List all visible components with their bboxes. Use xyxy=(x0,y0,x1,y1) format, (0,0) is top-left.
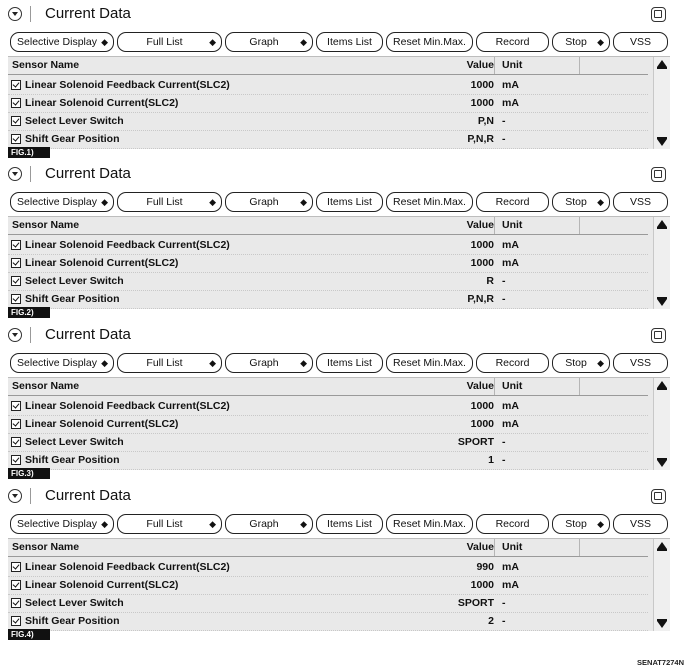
scroll-up-icon[interactable] xyxy=(657,381,667,388)
items-list-button[interactable] xyxy=(316,192,383,212)
collapse-toggle-icon[interactable] xyxy=(8,167,22,181)
scroll-down-icon[interactable] xyxy=(657,621,667,628)
table-row[interactable] xyxy=(8,451,648,470)
value-cell: P,N,R xyxy=(467,293,494,305)
table-row[interactable] xyxy=(8,112,648,131)
checkbox-checked-icon[interactable] xyxy=(11,276,21,286)
dropdown-caret-icon: ◆ xyxy=(597,197,604,207)
unit-cell: - xyxy=(502,436,506,448)
table-row[interactable] xyxy=(8,76,648,95)
sensor-name-cell: Linear Solenoid Feedback Current(SLC2) xyxy=(25,79,230,91)
record-button[interactable] xyxy=(476,32,549,52)
unit-cell: mA xyxy=(502,418,519,430)
panel-titlebar xyxy=(8,486,670,508)
table-row[interactable] xyxy=(8,576,648,595)
stop-dropdown[interactable] xyxy=(552,32,610,52)
value-cell: 1000 xyxy=(470,97,494,109)
value-cell: 1000 xyxy=(470,400,494,412)
figure-label: FIG.4) xyxy=(8,629,50,640)
table-header xyxy=(8,217,648,235)
sensor-name-cell: Linear Solenoid Feedback Current(SLC2) xyxy=(25,561,230,573)
value-cell: SPORT xyxy=(457,597,494,609)
reset-minmax-label: Reset Min.Max. xyxy=(393,518,466,530)
dropdown-caret-icon: ◆ xyxy=(597,358,604,368)
checkbox-checked-icon[interactable] xyxy=(11,562,21,572)
checkbox-checked-icon[interactable] xyxy=(11,598,21,608)
table-row[interactable] xyxy=(8,415,648,434)
sensor-name-header: Sensor Name xyxy=(12,541,80,553)
scroll-up-icon[interactable] xyxy=(657,542,667,549)
dropdown-caret-icon: ◆ xyxy=(300,37,307,47)
sensor-name-header: Sensor Name xyxy=(12,219,80,231)
sensor-name-cell: Linear Solenoid Current(SLC2) xyxy=(25,418,179,430)
dropdown-caret-icon: ◆ xyxy=(597,37,604,47)
figure-label: FIG.2) xyxy=(8,307,50,318)
items-list-label: Items List xyxy=(327,357,372,369)
checkbox-checked-icon[interactable] xyxy=(11,580,21,590)
stop-label: Stop xyxy=(565,36,587,48)
value-cell: 1000 xyxy=(470,579,494,591)
sensor-name-cell: Linear Solenoid Current(SLC2) xyxy=(25,579,179,591)
unit-cell: - xyxy=(502,133,506,145)
checkbox-checked-icon[interactable] xyxy=(11,419,21,429)
checkbox-checked-icon[interactable] xyxy=(11,437,21,447)
column-divider xyxy=(494,378,495,395)
table-row[interactable] xyxy=(8,94,648,113)
items-list-label: Items List xyxy=(327,36,372,48)
sensor-table xyxy=(8,56,670,157)
graph-label: Graph xyxy=(249,36,279,48)
unit-cell: - xyxy=(502,597,506,609)
table-row[interactable] xyxy=(8,612,648,631)
unit-cell: - xyxy=(502,615,506,627)
table-header xyxy=(8,539,648,557)
value-cell: 1000 xyxy=(470,79,494,91)
title-divider xyxy=(30,6,31,22)
unit-header: Unit xyxy=(502,219,523,231)
checkbox-checked-icon[interactable] xyxy=(11,116,21,126)
reset-minmax-button[interactable] xyxy=(386,353,473,373)
reset-minmax-button[interactable] xyxy=(386,514,473,534)
selective-display-label: Selective Display xyxy=(17,357,97,369)
vss-button[interactable] xyxy=(613,514,668,534)
figure-label: FIG.3) xyxy=(8,468,50,479)
full-list-dropdown[interactable] xyxy=(117,353,222,373)
vss-label: VSS xyxy=(629,36,651,48)
graph-dropdown[interactable] xyxy=(225,353,313,373)
checkbox-checked-icon[interactable] xyxy=(11,258,21,268)
items-list-button[interactable] xyxy=(316,353,383,373)
graph-label: Graph xyxy=(249,196,279,208)
checkbox-checked-icon[interactable] xyxy=(11,294,21,304)
scroll-up-icon[interactable] xyxy=(657,60,667,67)
collapse-toggle-icon[interactable] xyxy=(8,489,22,503)
record-button[interactable] xyxy=(476,353,549,373)
toolbar xyxy=(8,192,670,214)
graph-label: Graph xyxy=(249,518,279,530)
selective-display-label: Selective Display xyxy=(17,518,97,530)
table-row[interactable] xyxy=(8,272,648,291)
vss-button[interactable] xyxy=(613,32,668,52)
collapse-toggle-icon[interactable] xyxy=(8,7,22,21)
selective-display-dropdown[interactable] xyxy=(10,192,114,212)
unit-cell: mA xyxy=(502,257,519,269)
table-row[interactable] xyxy=(8,254,648,273)
panel-title: Current Data xyxy=(45,487,131,504)
window-icon[interactable] xyxy=(651,489,666,504)
full-list-label: Full List xyxy=(146,36,183,48)
vertical-scrollbar[interactable] xyxy=(653,217,670,309)
value-cell: P,N xyxy=(477,115,494,127)
panel-titlebar xyxy=(8,4,670,26)
unit-cell: mA xyxy=(502,579,519,591)
dropdown-caret-icon: ◆ xyxy=(209,37,216,47)
table-row[interactable] xyxy=(8,236,648,255)
dropdown-caret-icon: ◆ xyxy=(209,519,216,529)
graph-label: Graph xyxy=(249,357,279,369)
current-data-panel xyxy=(8,4,670,157)
toolbar xyxy=(8,514,670,536)
reset-minmax-label: Reset Min.Max. xyxy=(393,357,466,369)
graph-dropdown[interactable] xyxy=(225,32,313,52)
panel-titlebar xyxy=(8,164,670,186)
column-divider xyxy=(579,217,580,234)
checkbox-checked-icon[interactable] xyxy=(11,240,21,250)
dropdown-caret-icon: ◆ xyxy=(300,358,307,368)
value-cell: 1000 xyxy=(470,239,494,251)
selective-display-label: Selective Display xyxy=(17,196,97,208)
panel-titlebar xyxy=(8,325,670,347)
vss-button[interactable] xyxy=(613,192,668,212)
stop-dropdown[interactable] xyxy=(552,514,610,534)
graph-dropdown[interactable] xyxy=(225,514,313,534)
value-cell: 1000 xyxy=(470,257,494,269)
panel-title: Current Data xyxy=(45,5,131,22)
vertical-scrollbar[interactable] xyxy=(653,378,670,470)
dropdown-caret-icon: ◆ xyxy=(209,358,216,368)
dropdown-caret-icon: ◆ xyxy=(101,197,108,207)
figure-label: FIG.1) xyxy=(8,147,50,158)
stop-dropdown[interactable] xyxy=(552,192,610,212)
table-row[interactable] xyxy=(8,558,648,577)
full-list-dropdown[interactable] xyxy=(117,192,222,212)
unit-cell: mA xyxy=(502,561,519,573)
window-icon[interactable] xyxy=(651,328,666,343)
vss-label: VSS xyxy=(629,518,651,530)
window-icon[interactable] xyxy=(651,7,666,22)
current-data-panel xyxy=(8,164,670,317)
record-button[interactable] xyxy=(476,192,549,212)
dropdown-caret-icon: ◆ xyxy=(597,519,604,529)
panel-title: Current Data xyxy=(45,165,131,182)
scroll-down-icon[interactable] xyxy=(657,299,667,306)
checkbox-checked-icon[interactable] xyxy=(11,616,21,626)
record-label: Record xyxy=(495,196,530,208)
value-cell: 1000 xyxy=(470,418,494,430)
items-list-label: Items List xyxy=(327,518,372,530)
column-divider xyxy=(579,378,580,395)
panel-title: Current Data xyxy=(45,326,131,343)
sensor-name-cell: Shift Gear Position xyxy=(25,293,120,305)
stop-label: Stop xyxy=(565,196,587,208)
sensor-name-header: Sensor Name xyxy=(12,59,80,71)
reset-minmax-button[interactable] xyxy=(386,32,473,52)
dropdown-caret-icon: ◆ xyxy=(300,197,307,207)
vss-label: VSS xyxy=(629,357,651,369)
checkbox-checked-icon[interactable] xyxy=(11,401,21,411)
full-list-label: Full List xyxy=(146,357,183,369)
value-cell: 1 xyxy=(488,454,494,466)
collapse-toggle-icon[interactable] xyxy=(8,328,22,342)
checkbox-checked-icon[interactable] xyxy=(11,134,21,144)
selective-display-label: Selective Display xyxy=(17,36,97,48)
record-label: Record xyxy=(495,518,530,530)
column-divider xyxy=(579,539,580,556)
sensor-name-cell: Linear Solenoid Feedback Current(SLC2) xyxy=(25,239,230,251)
sensor-name-cell: Shift Gear Position xyxy=(25,454,120,466)
items-list-label: Items List xyxy=(327,196,372,208)
scroll-down-icon[interactable] xyxy=(657,460,667,467)
sensor-table xyxy=(8,216,670,317)
value-cell: SPORT xyxy=(457,436,494,448)
checkbox-checked-icon[interactable] xyxy=(11,455,21,465)
column-divider xyxy=(494,539,495,556)
sensor-table xyxy=(8,377,670,478)
sensor-name-cell: Linear Solenoid Current(SLC2) xyxy=(25,97,179,109)
sensor-name-cell: Select Lever Switch xyxy=(25,115,124,127)
items-list-button[interactable] xyxy=(316,514,383,534)
column-divider xyxy=(494,217,495,234)
table-row[interactable] xyxy=(8,130,648,149)
vss-label: VSS xyxy=(629,196,651,208)
checkbox-checked-icon[interactable] xyxy=(11,98,21,108)
unit-cell: mA xyxy=(502,239,519,251)
checkbox-checked-icon[interactable] xyxy=(11,80,21,90)
current-data-panel xyxy=(8,486,670,639)
vertical-scrollbar[interactable] xyxy=(653,57,670,149)
dropdown-caret-icon: ◆ xyxy=(101,358,108,368)
title-divider xyxy=(30,166,31,182)
record-label: Record xyxy=(495,357,530,369)
sensor-name-cell: Linear Solenoid Current(SLC2) xyxy=(25,257,179,269)
sensor-table xyxy=(8,538,670,639)
toolbar xyxy=(8,32,670,54)
stop-dropdown[interactable] xyxy=(552,353,610,373)
full-list-dropdown[interactable] xyxy=(117,32,222,52)
scroll-down-icon[interactable] xyxy=(657,139,667,146)
table-row[interactable] xyxy=(8,397,648,416)
table-row[interactable] xyxy=(8,290,648,309)
unit-cell: - xyxy=(502,275,506,287)
scroll-up-icon[interactable] xyxy=(657,220,667,227)
sensor-name-cell: Shift Gear Position xyxy=(25,133,120,145)
value-header: Value xyxy=(466,380,494,392)
dropdown-caret-icon: ◆ xyxy=(209,197,216,207)
record-button[interactable] xyxy=(476,514,549,534)
value-header: Value xyxy=(466,59,494,71)
table-row[interactable] xyxy=(8,433,648,452)
column-divider xyxy=(579,57,580,74)
unit-cell: - xyxy=(502,293,506,305)
vertical-scrollbar[interactable] xyxy=(653,539,670,631)
title-divider xyxy=(30,327,31,343)
vss-button[interactable] xyxy=(613,353,668,373)
table-header xyxy=(8,57,648,75)
value-header: Value xyxy=(466,541,494,553)
stop-label: Stop xyxy=(565,357,587,369)
table-row[interactable] xyxy=(8,594,648,613)
value-header: Value xyxy=(466,219,494,231)
title-divider xyxy=(30,488,31,504)
value-cell: P,N,R xyxy=(467,133,494,145)
value-cell: 2 xyxy=(488,615,494,627)
full-list-label: Full List xyxy=(146,518,183,530)
sensor-name-header: Sensor Name xyxy=(12,380,80,392)
reset-minmax-button[interactable] xyxy=(386,192,473,212)
document-code: SENAT7274N xyxy=(637,658,684,667)
reset-minmax-label: Reset Min.Max. xyxy=(393,36,466,48)
reset-minmax-label: Reset Min.Max. xyxy=(393,196,466,208)
window-icon[interactable] xyxy=(651,167,666,182)
toolbar xyxy=(8,353,670,375)
items-list-button[interactable] xyxy=(316,32,383,52)
table-header xyxy=(8,378,648,396)
unit-cell: mA xyxy=(502,97,519,109)
value-cell: R xyxy=(486,275,494,287)
column-divider xyxy=(494,57,495,74)
unit-header: Unit xyxy=(502,541,523,553)
selective-display-dropdown[interactable] xyxy=(10,32,114,52)
dropdown-caret-icon: ◆ xyxy=(101,519,108,529)
sensor-name-cell: Select Lever Switch xyxy=(25,275,124,287)
selective-display-dropdown[interactable] xyxy=(10,514,114,534)
unit-cell: mA xyxy=(502,79,519,91)
sensor-name-cell: Select Lever Switch xyxy=(25,597,124,609)
sensor-name-cell: Select Lever Switch xyxy=(25,436,124,448)
sensor-name-cell: Shift Gear Position xyxy=(25,615,120,627)
current-data-panel xyxy=(8,325,670,478)
stop-label: Stop xyxy=(565,518,587,530)
value-cell: 990 xyxy=(476,561,494,573)
dropdown-caret-icon: ◆ xyxy=(300,519,307,529)
record-label: Record xyxy=(495,36,530,48)
unit-cell: mA xyxy=(502,400,519,412)
unit-header: Unit xyxy=(502,380,523,392)
unit-header: Unit xyxy=(502,59,523,71)
graph-dropdown[interactable] xyxy=(225,192,313,212)
sensor-name-cell: Linear Solenoid Feedback Current(SLC2) xyxy=(25,400,230,412)
selective-display-dropdown[interactable] xyxy=(10,353,114,373)
unit-cell: - xyxy=(502,454,506,466)
full-list-label: Full List xyxy=(146,196,183,208)
unit-cell: - xyxy=(502,115,506,127)
dropdown-caret-icon: ◆ xyxy=(101,37,108,47)
full-list-dropdown[interactable] xyxy=(117,514,222,534)
